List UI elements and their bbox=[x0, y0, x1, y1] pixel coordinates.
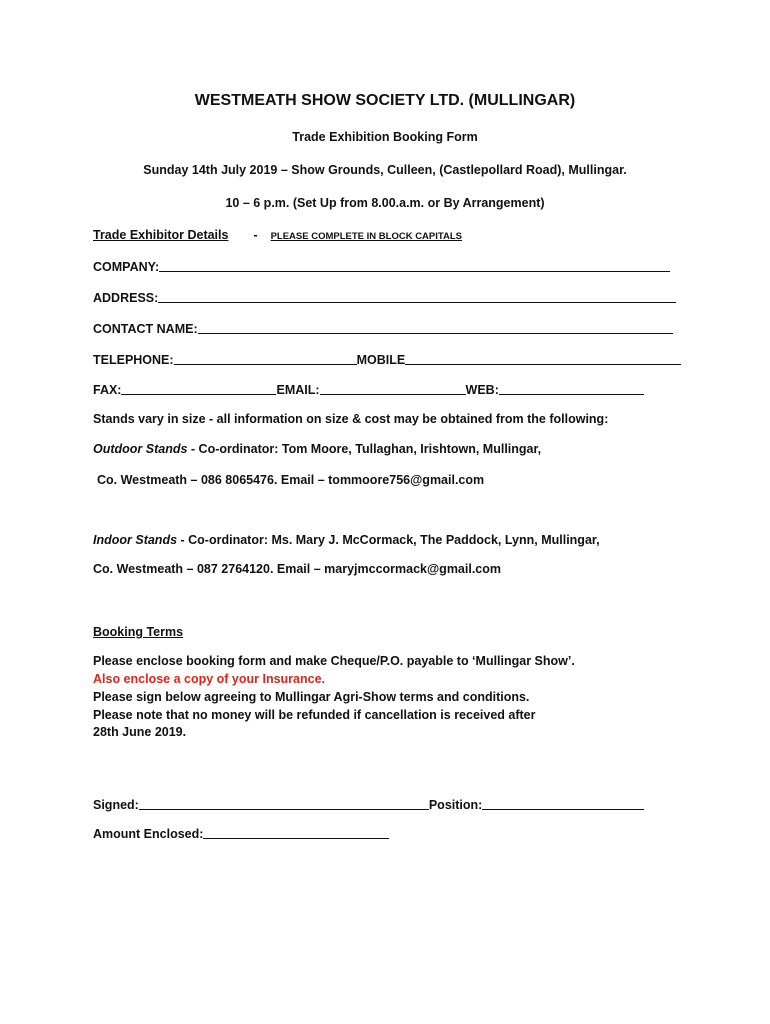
fax-email-web-row bbox=[93, 383, 644, 397]
time-line: 10 – 6 p.m. (Set Up from 8.00.a.m. or By Arrangement) bbox=[225, 196, 545, 210]
web-label: WEB: bbox=[465, 383, 499, 397]
exhibitor-heading: Trade Exhibitor Details bbox=[93, 228, 229, 242]
indoor-coordinator-row bbox=[93, 533, 600, 547]
outdoor-coordinator: - Co-ordinator: Tom Moore, Tullaghan, Irishtown, Mullingar, bbox=[187, 442, 542, 456]
indoor-stands-label: Indoor Stands bbox=[93, 533, 178, 547]
outdoor-coordinator-row bbox=[93, 442, 541, 456]
booking-terms-heading: Booking Terms bbox=[93, 625, 184, 639]
amount-enclosed-label: Amount Enclosed: bbox=[93, 827, 204, 841]
email-label: EMAIL: bbox=[276, 383, 320, 397]
email-field[interactable] bbox=[320, 383, 466, 395]
address-row bbox=[93, 291, 676, 305]
page-title: WESTMEATH SHOW SOCIETY LTD. (MULLINGAR) bbox=[194, 92, 576, 109]
web-field[interactable] bbox=[499, 383, 644, 395]
form-subtitle: Trade Exhibition Booking Form bbox=[292, 130, 478, 144]
event-line: Sunday 14th July 2019 – Show Grounds, Culleen, (Castlepollard Road), Mullingar. bbox=[143, 163, 627, 177]
terms-line-5: 28th June 2019. bbox=[93, 725, 187, 739]
outdoor-stands-label: Outdoor Stands bbox=[93, 442, 188, 456]
signature-row bbox=[93, 798, 644, 812]
terms-line-1: Please enclose booking form and make Cheque/P.O. payable to ‘Mullingar Show’. bbox=[93, 654, 575, 668]
contact-row bbox=[93, 322, 673, 336]
position-label: Position: bbox=[428, 798, 483, 812]
block-capitals-note: PLEASE COMPLETE IN BLOCK CAPITALS bbox=[270, 231, 462, 242]
fax-field[interactable] bbox=[121, 383, 276, 395]
amount-row bbox=[93, 827, 389, 841]
terms-insurance-warning: Also enclose a copy of your Insurance. bbox=[93, 672, 326, 686]
address-label: ADDRESS: bbox=[93, 291, 159, 305]
mobile-field[interactable] bbox=[405, 353, 681, 365]
fax-label: FAX: bbox=[93, 383, 122, 397]
signed-label: Signed: bbox=[93, 798, 139, 812]
company-field[interactable] bbox=[159, 260, 670, 272]
telephone-field[interactable] bbox=[174, 353, 357, 365]
terms-line-4: Please note that no money will be refunded if cancellation is received after bbox=[93, 708, 536, 722]
terms-line-3: Please sign below agreeing to Mullingar Agri-Show terms and conditions. bbox=[93, 690, 530, 704]
indoor-coordinator: - Co-ordinator: Ms. Mary J. McCormack, The Paddock, Lynn, Mullingar, bbox=[177, 533, 600, 547]
telephone-label: TELEPHONE: bbox=[93, 353, 174, 367]
stands-intro: Stands vary in size - all information on size & cost may be obtained from the following: bbox=[93, 412, 609, 426]
company-row bbox=[93, 260, 670, 274]
amount-enclosed-field[interactable] bbox=[203, 827, 389, 839]
outdoor-contact: Co. Westmeath – 086 8065476. Email – tommoore756@gmail.com bbox=[97, 473, 485, 487]
exhibitor-heading-row bbox=[93, 228, 462, 242]
signature-field[interactable] bbox=[139, 798, 429, 810]
address-field[interactable] bbox=[158, 291, 676, 303]
mobile-label: MOBILE bbox=[356, 353, 406, 367]
indoor-contact: Co. Westmeath – 087 2764120. Email – maryjmccormack@gmail.com bbox=[93, 562, 502, 576]
contact-name-field[interactable] bbox=[198, 322, 673, 334]
heading-dash: - bbox=[253, 228, 258, 242]
telephone-row bbox=[93, 353, 681, 367]
company-label: COMPANY: bbox=[93, 260, 160, 274]
contact-name-label: CONTACT NAME: bbox=[93, 322, 198, 336]
position-field[interactable] bbox=[482, 798, 644, 810]
